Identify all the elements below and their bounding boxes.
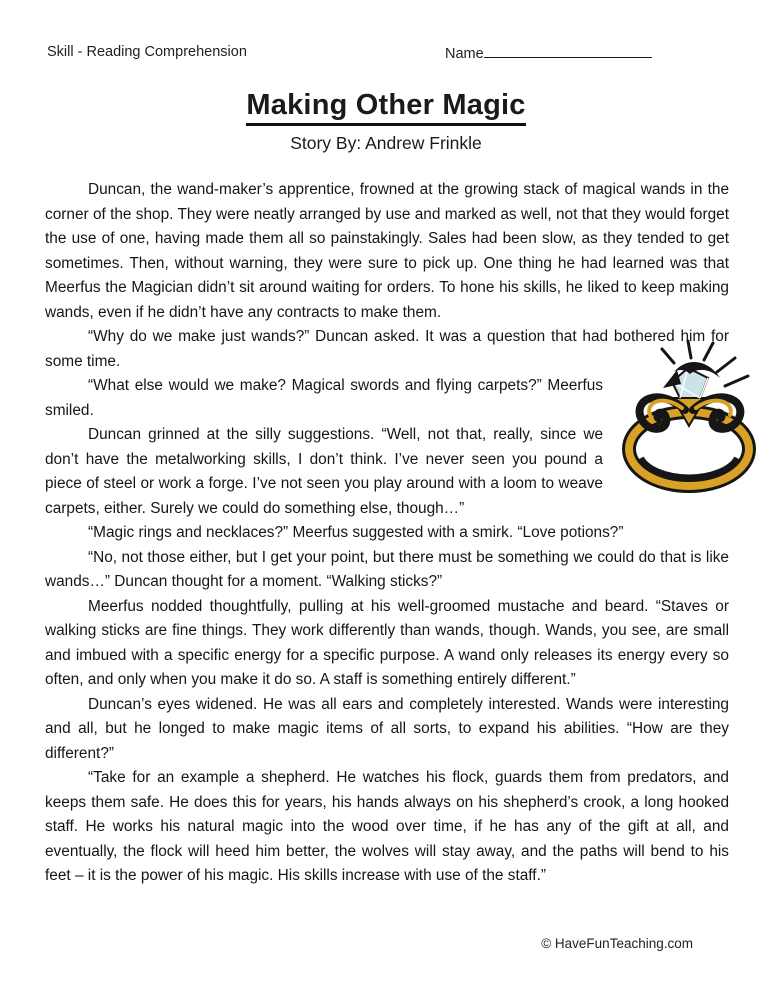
title-block (0, 90, 772, 154)
story-paragraph: Meerfus nodded thoughtfully, pulling at his well-groomed mustache and beard. “Staves or walking sticks are fine things. They work differently than wands, though. Wands, you see, are small and imbued with a specific energy for a specific purpose. A wand only releases its energy every so often, and only when you make it do so. A staff is something entirely different.” (45, 597, 729, 688)
story-paragraph: Duncan grinned at the silly suggestions. “Well, not that, really, since we don’t have the metalworking skills, I don’t think. I’ve never seen you pound a piece of steel or work a forge. I’ve not seen you play around with a loom to weave carpets, either. Surely we could do something else, though…” (45, 426, 603, 517)
story-byline: Story By: Andrew Frinkle (290, 132, 482, 153)
story-paragraph: “Magic rings and necklaces?” Meerfus suggested with a smirk. “Love potions?” (88, 524, 624, 541)
story-paragraph: Duncan, the wand-maker’s apprentice, frowned at the growing stack of magical wands in the corner of the shop. They were neatly arranged by use and marked as well, not that they would forget the use of one, having made them all so painstakingly. Sales had been slow, as they tended to get sometimes. Then, without warning, they were sure to pick up. One thing he had learned was that Meerfus the Magician didn’t sit around waiting for orders. To hone his skills, he liked to keep making wands, even if he didn’t have any contracts to make them. (45, 181, 729, 321)
skill-label: Skill - Reading Comprehension (47, 44, 247, 60)
name-label: Name (445, 46, 484, 62)
diamond-ring-icon (617, 338, 767, 493)
story-paragraph: “Why do we make just wands?” Duncan asked. It was a question that had bothered him for some time. (45, 328, 729, 370)
copyright-notice: © HaveFunTeaching.com (541, 936, 693, 951)
story-body (45, 178, 729, 889)
page-title: Making Other Magic (246, 90, 525, 126)
name-field (445, 44, 652, 62)
story-paragraph: Duncan’s eyes widened. He was all ears and completely interested. Wands were interesting and all, but he longed to make magic items of all sorts, to expand his abilities. “How are they different?” (45, 695, 729, 762)
name-blank-line (484, 44, 652, 58)
story-paragraph: “No, not those either, but I get your point, but there must be something we could do that is like wands…” Duncan thought for a moment. “Walking sticks?” (45, 548, 729, 590)
story-paragraph: “What else would we make? Magical swords and flying carpets?” Meerfus smiled. (45, 377, 603, 419)
magic-ring-illustration (617, 338, 767, 493)
story-paragraph: “Take for an example a shepherd. He watches his flock, guards them from predators, and keeps them safe. He does this for years, his hands always on his shepherd’s crook, a long hooked staff. He works his natural magic into the wood over time, if he has any of the gift at all, and eventually, the flock will heed him better, the wolves will stay away, and the paths will bend to his feet – it is the power of his magic. His skills increase with use of the staff.” (45, 769, 729, 884)
